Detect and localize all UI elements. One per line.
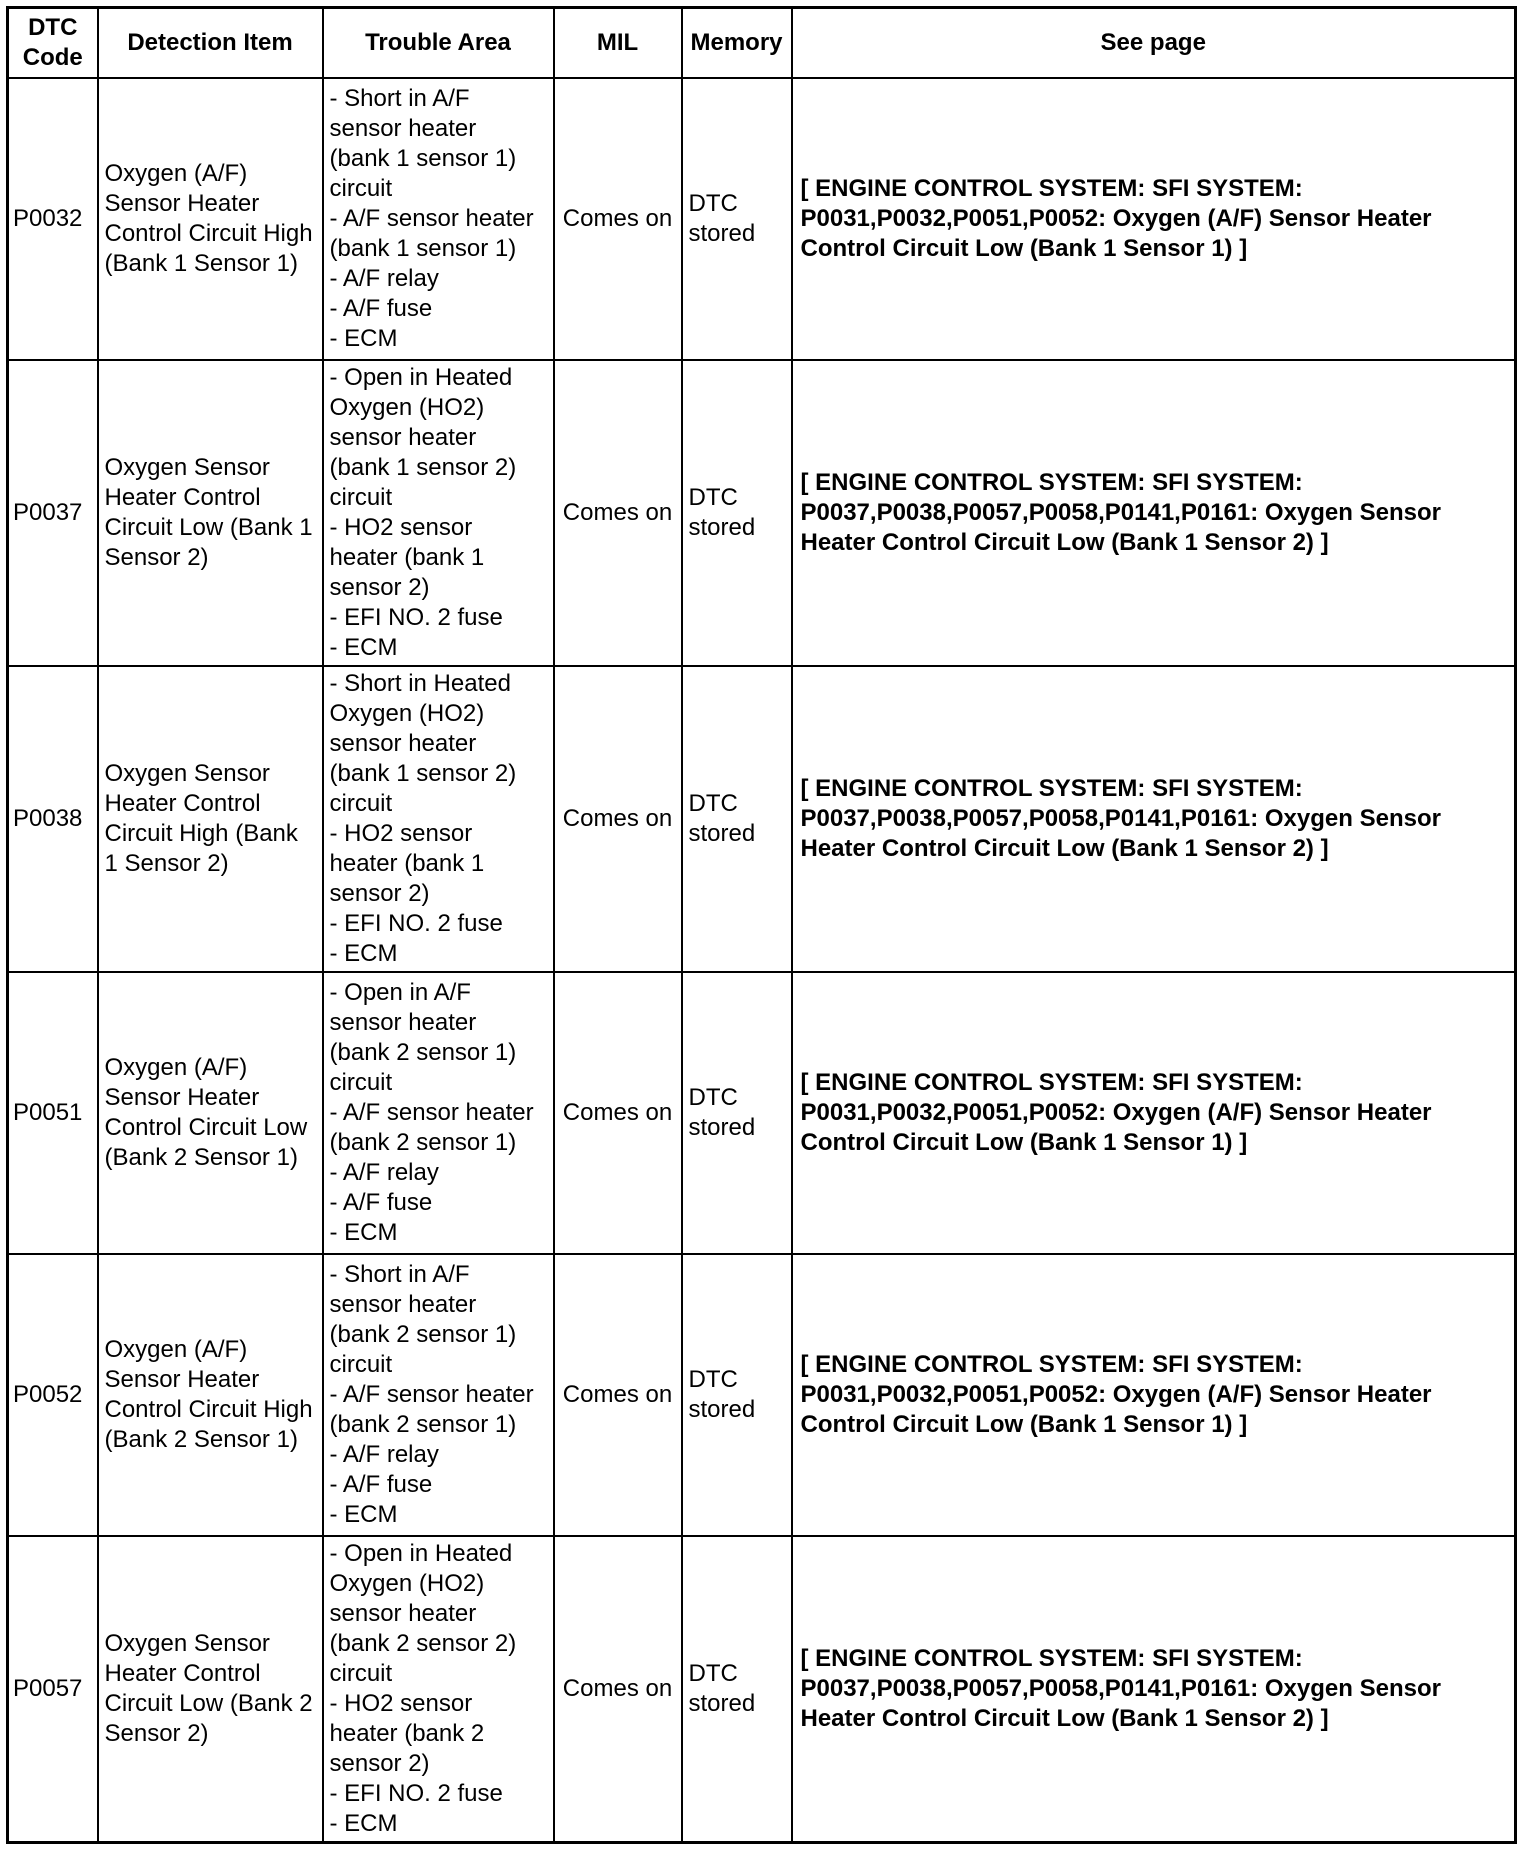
trouble-area-line: sensor heater [329,1009,477,1036]
dtc-code-cell: P0032 [8,78,98,360]
mil-cell: Comes on [554,78,682,360]
trouble-area-line: - ECM [329,1219,398,1246]
table-row [8,666,1516,972]
trouble-area-line: - Open in A/F [329,979,471,1006]
trouble-area-line: Oxygen (HO2) [329,700,485,727]
trouble-area-line: - EFI NO. 2 fuse [329,910,503,937]
table-row [8,972,1516,1254]
trouble-area-line: - A/F fuse [329,295,433,322]
trouble-area-line: - Short in A/F [329,85,470,112]
trouble-area-cell [323,666,554,972]
trouble-area-cell [323,1536,554,1843]
table-row [8,1254,1516,1536]
table-row [8,360,1516,666]
trouble-area-line: sensor 2) [329,880,430,907]
trouble-area-line: Oxygen (HO2) [329,394,485,421]
trouble-area-line: circuit [329,175,393,202]
trouble-area-line: heater (bank 1 [329,850,485,877]
memory-cell: DTC stored [682,360,792,666]
see-page-link[interactable]: [ ENGINE CONTROL SYSTEM: SFI SYSTEM: P0031,P0032,P0051,P0052: Oxygen (A/F) Sensor Heater Control Circuit Low (Bank 1 Sensor 1) ] [792,78,1516,360]
trouble-area-line: - Open in Heated [329,364,513,391]
trouble-area-line: - HO2 sensor [329,820,473,847]
table-body [8,78,1516,1843]
trouble-area-line: (bank 2 sensor 1) [329,1039,517,1066]
see-page-link[interactable]: [ ENGINE CONTROL SYSTEM: SFI SYSTEM: P0037,P0038,P0057,P0058,P0141,P0161: Oxygen Sensor Heater Control Circuit Low (Bank 1 Sensor 2) ] [792,360,1516,666]
trouble-area-line: sensor 2) [329,574,430,601]
dtc-code-cell: P0052 [8,1254,98,1536]
trouble-area-line: sensor heater [329,1600,477,1627]
dtc-table [6,6,1517,1844]
trouble-area-line: (bank 2 sensor 1) [329,1321,517,1348]
see-page-link[interactable]: [ ENGINE CONTROL SYSTEM: SFI SYSTEM: P0037,P0038,P0057,P0058,P0141,P0161: Oxygen Sensor Heater Control Circuit Low (Bank 1 Sensor 2) ] [792,1536,1516,1843]
trouble-area-line: - A/F relay [329,265,439,292]
trouble-area-line: - ECM [329,325,398,352]
trouble-area-line: (bank 1 sensor 1) [329,145,517,172]
see-page-link[interactable]: [ ENGINE CONTROL SYSTEM: SFI SYSTEM: P0037,P0038,P0057,P0058,P0141,P0161: Oxygen Sensor Heater Control Circuit Low (Bank 1 Sensor 2) ] [792,666,1516,972]
trouble-area-cell [323,1254,554,1536]
trouble-area-line: - Open in Heated [329,1540,513,1567]
trouble-area-line: - ECM [329,634,398,661]
trouble-area-line: (bank 1 sensor 2) [329,454,517,481]
trouble-area-line: - Short in A/F [329,1261,470,1288]
detection-item-cell: Oxygen (A/F) Sensor Heater Control Circuit High (Bank 2 Sensor 1) [98,1254,323,1536]
header-detection-item: Detection Item [98,8,323,79]
trouble-area-line: (bank 1 sensor 1) [329,235,517,262]
trouble-area-line: sensor heater [329,1291,477,1318]
trouble-area-line: - A/F relay [329,1441,439,1468]
detection-item-cell: Oxygen (A/F) Sensor Heater Control Circuit High (Bank 1 Sensor 1) [98,78,323,360]
trouble-area-line: - ECM [329,1501,398,1528]
trouble-area-line: circuit [329,484,393,511]
memory-cell: DTC stored [682,972,792,1254]
mil-cell: Comes on [554,360,682,666]
mil-cell: Comes on [554,666,682,972]
header-see-page: See page [792,8,1516,79]
trouble-area-cell [323,972,554,1254]
see-page-link[interactable]: [ ENGINE CONTROL SYSTEM: SFI SYSTEM: P0031,P0032,P0051,P0052: Oxygen (A/F) Sensor Heater Control Circuit Low (Bank 1 Sensor 1) ] [792,972,1516,1254]
mil-cell: Comes on [554,1536,682,1843]
trouble-area-line: circuit [329,790,393,817]
trouble-area-line: (bank 1 sensor 2) [329,760,517,787]
trouble-area-line: circuit [329,1069,393,1096]
detection-item-cell: Oxygen Sensor Heater Control Circuit High (Bank 1 Sensor 2) [98,666,323,972]
trouble-area-line: sensor heater [329,730,477,757]
trouble-area-line: circuit [329,1660,393,1687]
trouble-area-line: heater (bank 1 [329,544,485,571]
table-row [8,78,1516,360]
table-header [8,8,1516,79]
trouble-area-line: - ECM [329,940,398,967]
detection-item-cell: Oxygen (A/F) Sensor Heater Control Circuit Low (Bank 2 Sensor 1) [98,972,323,1254]
trouble-area-line: (bank 2 sensor 2) [329,1630,517,1657]
header-memory: Memory [682,8,792,79]
header-dtc-code: DTC Code [8,8,98,79]
trouble-area-line: - EFI NO. 2 fuse [329,604,503,631]
memory-cell: DTC stored [682,1536,792,1843]
header-trouble-area: Trouble Area [323,8,554,79]
trouble-area-line: - A/F sensor heater [329,1099,534,1126]
trouble-area-line: - A/F relay [329,1159,439,1186]
trouble-area-line: - Short in Heated [329,670,511,697]
trouble-area-line: sensor heater [329,115,477,142]
header-mil: MIL [554,8,682,79]
trouble-area-line: - A/F sensor heater [329,205,534,232]
trouble-area-line: - A/F fuse [329,1471,433,1498]
memory-cell: DTC stored [682,78,792,360]
memory-cell: DTC stored [682,666,792,972]
trouble-area-line: (bank 2 sensor 1) [329,1129,517,1156]
mil-cell: Comes on [554,1254,682,1536]
trouble-area-line: - A/F fuse [329,1189,433,1216]
mil-cell: Comes on [554,972,682,1254]
detection-item-cell: Oxygen Sensor Heater Control Circuit Low (Bank 2 Sensor 2) [98,1536,323,1843]
table-row [8,1536,1516,1843]
trouble-area-line: sensor heater [329,424,477,451]
dtc-code-cell: P0057 [8,1536,98,1843]
trouble-area-line: circuit [329,1351,393,1378]
trouble-area-line: sensor 2) [329,1750,430,1777]
header-row [8,8,1516,79]
dtc-code-cell: P0051 [8,972,98,1254]
trouble-area-line: - HO2 sensor [329,1690,473,1717]
dtc-code-cell: P0037 [8,360,98,666]
dtc-code-cell: P0038 [8,666,98,972]
trouble-area-line: Oxygen (HO2) [329,1570,485,1597]
trouble-area-line: - HO2 sensor [329,514,473,541]
trouble-area-line: - A/F sensor heater [329,1381,534,1408]
trouble-area-line: - EFI NO. 2 fuse [329,1780,503,1807]
detection-item-cell: Oxygen Sensor Heater Control Circuit Low (Bank 1 Sensor 2) [98,360,323,666]
memory-cell: DTC stored [682,1254,792,1536]
trouble-area-line: - ECM [329,1810,398,1837]
see-page-link[interactable]: [ ENGINE CONTROL SYSTEM: SFI SYSTEM: P0031,P0032,P0051,P0052: Oxygen (A/F) Sensor Heater Control Circuit Low (Bank 1 Sensor 1) ] [792,1254,1516,1536]
trouble-area-line: (bank 2 sensor 1) [329,1411,517,1438]
trouble-area-line: heater (bank 2 [329,1720,485,1747]
trouble-area-cell [323,78,554,360]
trouble-area-cell [323,360,554,666]
